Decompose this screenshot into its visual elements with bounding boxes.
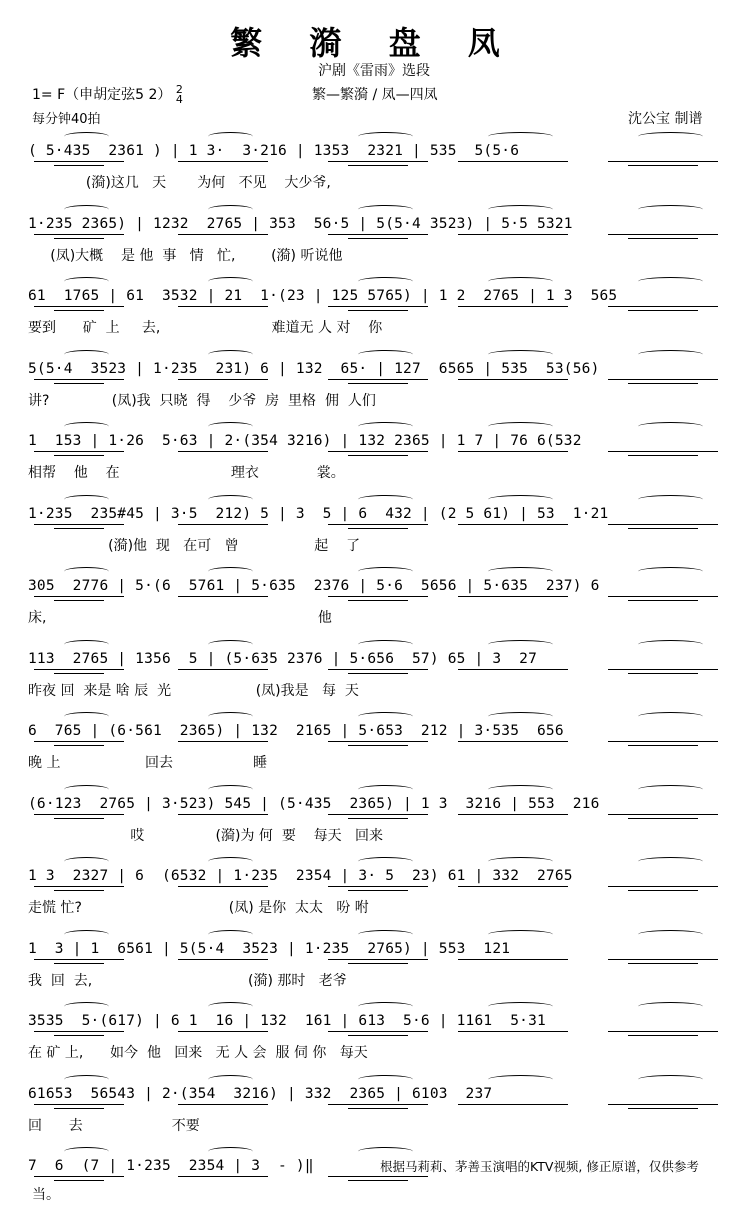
beam-line: [328, 959, 428, 960]
beam-line: [608, 379, 718, 380]
notation-line: 61653 56543 | 2·(354 3216) | 332 2365 | 6103 237: [28, 1085, 493, 1102]
slur-mark: [64, 205, 109, 214]
beam-line: [34, 669, 124, 670]
beam-line: [178, 1104, 268, 1105]
slur-mark: [488, 785, 553, 794]
beam-line: [328, 596, 428, 597]
beam-line: [628, 1035, 698, 1036]
beam-line: [178, 596, 268, 597]
slur-mark: [638, 350, 703, 359]
beam-line: [328, 669, 428, 670]
slur-mark: [638, 277, 703, 286]
beam-line: [628, 1108, 698, 1109]
beam-line: [628, 818, 698, 819]
beam-line: [608, 161, 718, 162]
slur-mark: [358, 1075, 413, 1084]
slur-mark: [64, 277, 109, 286]
score-system: [28, 573, 732, 633]
slur-mark: [358, 495, 413, 504]
beam-line: [348, 455, 408, 456]
role-legend: 繁—繁漪 / 凤—四凤: [312, 87, 438, 103]
slur-mark: [358, 712, 413, 721]
beam-line: [178, 379, 268, 380]
beam-line: [348, 1108, 408, 1109]
beam-line: [34, 1031, 124, 1032]
slur-mark: [358, 205, 413, 214]
slur-mark: [64, 495, 109, 504]
beam-line: [178, 451, 268, 452]
beam-line: [328, 234, 428, 235]
beam-line: [348, 963, 408, 964]
beam-line: [178, 959, 268, 960]
lyric-line: 相帮 他 在 理衣 裳。: [28, 465, 345, 481]
slur-mark: [208, 350, 253, 359]
slur-mark: [488, 930, 553, 939]
slur-mark: [488, 1075, 553, 1084]
beam-line: [608, 451, 718, 452]
beam-line: [348, 165, 408, 166]
beam-line: [458, 161, 568, 162]
time-sig-bottom: 4: [175, 93, 183, 106]
beam-line: [34, 379, 124, 380]
slur-mark: [64, 422, 109, 431]
score-system: [28, 863, 732, 923]
beam-line: [328, 1104, 428, 1105]
beam-line: [348, 745, 408, 746]
slur-mark: [358, 1147, 413, 1156]
slur-mark: [488, 495, 553, 504]
slur-mark: [638, 1075, 703, 1084]
page-subtitle: 沪剧《雷雨》选段: [318, 63, 430, 79]
slur-mark: [638, 640, 703, 649]
slur-mark: [208, 1075, 253, 1084]
slur-mark: [638, 495, 703, 504]
beam-line: [628, 165, 698, 166]
slur-mark: [358, 422, 413, 431]
beam-line: [608, 1104, 718, 1105]
lyric-line: 我 回 去, (漪) 那时 老爷: [28, 972, 347, 989]
slur-mark: [488, 132, 553, 141]
time-sig-top: 2: [175, 83, 183, 96]
beam-line: [178, 234, 268, 235]
slur-mark: [208, 205, 253, 214]
beam-line: [458, 814, 568, 815]
slur-mark: [488, 350, 553, 359]
beam-line: [458, 379, 568, 380]
beam-line: [458, 234, 568, 235]
score-system: [28, 718, 732, 778]
beam-line: [178, 1031, 268, 1032]
slur-mark: [208, 785, 253, 794]
slur-mark: [358, 132, 413, 141]
beam-line: [628, 745, 698, 746]
lyric-line: 晚 上 回去 睡: [28, 755, 268, 771]
slur-mark: [358, 567, 413, 576]
slur-mark: [64, 1075, 109, 1084]
slur-mark: [64, 132, 109, 141]
beam-line: [608, 959, 718, 960]
slur-mark: [64, 785, 109, 794]
notation-line: 6 765 | (6·561 2365) | 132 2165 | 5·653 212 | 3·535 656: [28, 723, 564, 739]
beam-line: [348, 1035, 408, 1036]
slur-mark: [64, 640, 109, 649]
slur-mark: [208, 1002, 253, 1011]
score-system: [28, 356, 732, 416]
beam-line: [628, 455, 698, 456]
beam-line: [328, 451, 428, 452]
key-text: 1= F（申胡定弦: [32, 87, 136, 103]
beam-line: [178, 669, 268, 670]
beam-line: [458, 741, 568, 742]
beam-line: [54, 818, 104, 819]
beam-line: [458, 959, 568, 960]
score-system: [28, 791, 732, 851]
beam-line: [328, 161, 428, 162]
beam-line: [178, 741, 268, 742]
notation-line: 305 2776 | 5·(6 5761 | 5·635 2376 | 5·6 5656 | 5·635 237) 6: [28, 578, 600, 594]
beam-line: [34, 234, 124, 235]
beam-line: [458, 1031, 568, 1032]
score-system: [28, 138, 732, 198]
slur-mark: [638, 1002, 703, 1011]
notation-line: 113 2765 | 1356 5 | (5·635 2376 | 5·656 57) 65 | 3 27: [28, 650, 537, 667]
lyric-line: 昨夜 回 来是 啥 辰 光 (凤)我是 每 天: [28, 682, 359, 699]
beam-line: [34, 161, 124, 162]
lyric-line: 床, 他: [28, 610, 332, 626]
slur-mark: [64, 567, 109, 576]
notation-line: 61 1765 | 61 3532 | 21 1·(23 | 125 5765) | 1 2 2765 | 1 3 565: [28, 288, 618, 304]
slur-mark: [488, 640, 553, 649]
beam-line: [608, 524, 718, 525]
beam-line: [34, 306, 124, 307]
page-title: 繁 漪 盘 凤: [230, 24, 518, 62]
notation-line: ( 5·435 2361 ) | 1 3· 3·216 | 1353 2321 | 535 5(5·6: [28, 143, 520, 159]
lyric-line: (漪)他 现 在可 曾 起 了: [28, 537, 361, 554]
score-system: [28, 428, 732, 488]
beam-line: [628, 673, 698, 674]
score-system: [28, 283, 732, 343]
slur-mark: [488, 277, 553, 286]
slur-mark: [638, 567, 703, 576]
beam-line: [54, 528, 104, 529]
lyric-line: 讲? (凤)我 只晓 得 少爷 房 里格 佣 人们: [28, 392, 376, 409]
beam-line: [178, 1176, 268, 1177]
beam-line: [628, 890, 698, 891]
beam-line: [54, 455, 104, 456]
beam-line: [328, 379, 428, 380]
notation-line: 3535 5·(617) | 6 1 16 | 132 161 | 613 5·6 | 1161 5·31: [28, 1013, 546, 1029]
beam-line: [34, 814, 124, 815]
beam-line: [34, 596, 124, 597]
beam-line: [348, 238, 408, 239]
beam-line: [458, 1104, 568, 1105]
beam-line: [34, 451, 124, 452]
lyric-line: 在 矿 上, 如今 他 回来 无 人 会 服 伺 你 每天: [28, 1045, 368, 1061]
beam-line: [608, 669, 718, 670]
slur-mark: [208, 132, 253, 141]
beam-line: [348, 383, 408, 384]
slur-mark: [358, 640, 413, 649]
beam-line: [54, 600, 104, 601]
beam-line: [328, 1031, 428, 1032]
beam-line: [628, 600, 698, 601]
slur-mark: [208, 567, 253, 576]
beam-line: [608, 814, 718, 815]
beam-line: [628, 238, 698, 239]
slur-mark: [638, 205, 703, 214]
beam-line: [328, 741, 428, 742]
beam-line: [628, 528, 698, 529]
beam-line: [348, 890, 408, 891]
beam-line: [348, 818, 408, 819]
beam-line: [328, 814, 428, 815]
beam-line: [458, 451, 568, 452]
slur-mark: [638, 712, 703, 721]
key-signature: [32, 84, 183, 105]
lyric-line: (凤)大概 是 他 事 情 忙, (漪) 听说他: [28, 247, 343, 264]
beam-line: [178, 524, 268, 525]
beam-line: [348, 310, 408, 311]
slur-mark: [488, 567, 553, 576]
beam-line: [178, 306, 268, 307]
slur-mark: [358, 1002, 413, 1011]
score-system: [28, 1081, 732, 1141]
beam-line: [328, 1176, 428, 1177]
notation-line: 1·235 235#45 | 3·5 212) 5 | 3 5 | 6 432 | (2 5 61) | 53 1·21: [28, 505, 609, 522]
lyric-line: (漪)这几 天 为何 不见 大少爷,: [28, 175, 331, 191]
beam-line: [458, 669, 568, 670]
lyric-line: 哎 (漪)为 何 要 每天 回来: [28, 827, 383, 844]
lyric-line: [28, 1187, 732, 1209]
beam-line: [54, 745, 104, 746]
slur-mark: [638, 930, 703, 939]
beam-line: [328, 306, 428, 307]
beam-line: [608, 1031, 718, 1032]
beam-line: [348, 673, 408, 674]
slur-mark: [488, 857, 553, 866]
beam-line: [54, 673, 104, 674]
notation-line: (6·123 2765 | 3·523) 545 | (5·435 2365) | 1 3 3216 | 553 216: [28, 795, 600, 812]
score-system: [28, 211, 732, 271]
slur-mark: [208, 422, 253, 431]
slur-mark: [208, 857, 253, 866]
slur-mark: [638, 785, 703, 794]
footnote: 根据马莉莉、茅善玉演唱的KTV视频, 修正原谱，仅供参考: [380, 1159, 699, 1174]
beam-line: [54, 963, 104, 964]
beam-line: [54, 1108, 104, 1109]
slur-mark: [488, 422, 553, 431]
beam-line: [348, 1180, 408, 1181]
beam-line: [458, 596, 568, 597]
slur-mark: [64, 930, 109, 939]
slur-mark: [208, 1147, 253, 1156]
slur-mark: [64, 712, 109, 721]
beam-line: [34, 741, 124, 742]
beam-line: [628, 963, 698, 964]
tempo-marking: 每分钟40拍: [32, 112, 101, 127]
time-signature: [176, 85, 183, 105]
final-lyric: 当。: [32, 1187, 60, 1203]
lyric-line: 走慌 忙? (凤) 是你 太太 吩 咐: [28, 900, 369, 916]
lyric-line: 回 去 不要: [28, 1117, 200, 1134]
notation-line: 1·235 2365) | 1232 2765 | 353 56·5 | 5(5·4 3523) | 5·5 5321: [28, 215, 573, 232]
slur-mark: [358, 277, 413, 286]
beam-line: [54, 1180, 104, 1181]
slur-mark: [488, 1002, 553, 1011]
beam-line: [54, 165, 104, 166]
slur-mark: [488, 712, 553, 721]
slur-mark: [64, 857, 109, 866]
beam-line: [608, 234, 718, 235]
beam-line: [608, 741, 718, 742]
slur-mark: [208, 640, 253, 649]
slur-mark: [64, 1002, 109, 1011]
beam-line: [34, 1104, 124, 1105]
beam-line: [628, 310, 698, 311]
beam-line: [458, 306, 568, 307]
beam-line: [458, 886, 568, 887]
beam-line: [178, 161, 268, 162]
slur-mark: [208, 712, 253, 721]
slur-mark: [358, 350, 413, 359]
slur-mark: [638, 132, 703, 141]
slur-mark: [358, 930, 413, 939]
beam-line: [328, 524, 428, 525]
beam-line: [54, 890, 104, 891]
slur-mark: [358, 857, 413, 866]
score-system: [28, 936, 732, 996]
slur-mark: [638, 857, 703, 866]
beam-line: [34, 959, 124, 960]
lyric-line: 要到 矿 上 去, 难道无 人 对 你: [28, 320, 383, 336]
beam-line: [178, 886, 268, 887]
beam-line: [54, 383, 104, 384]
beam-line: [34, 886, 124, 887]
notation-line: 1 3 | 1 6561 | 5(5·4 3523 | 1·235 2765) | 553 121: [28, 940, 511, 957]
notation-line: 1 3 2327 | 6 (6532 | 1·235 2354 | 3· 5 23) 61 | 332 2765: [28, 868, 573, 884]
beam-line: [608, 596, 718, 597]
beam-line: [328, 886, 428, 887]
slur-mark: [208, 930, 253, 939]
beam-line: [34, 524, 124, 525]
score-system: [28, 1008, 732, 1068]
beam-line: [178, 814, 268, 815]
slur-mark: [208, 277, 253, 286]
beam-line: [54, 310, 104, 311]
beam-line: [34, 1176, 124, 1177]
beam-line: [608, 886, 718, 887]
key-tuning: 5 2）: [135, 87, 172, 103]
beam-line: [54, 1035, 104, 1036]
notation-line: 1 153 | 1·26 5·63 | 2·(354 3216) | 132 2365 | 1 7 | 76 6(532: [28, 433, 582, 449]
beam-line: [458, 524, 568, 525]
slur-mark: [638, 422, 703, 431]
slur-mark: [488, 205, 553, 214]
slur-mark: [358, 785, 413, 794]
beam-line: [628, 383, 698, 384]
notation-line: 5(5·4 3523 | 1·235 231) 6 | 132 65· | 127 6565 | 535 53(56): [28, 360, 600, 377]
beam-line: [348, 528, 408, 529]
score-system: [28, 646, 732, 706]
beam-line: [348, 600, 408, 601]
author-credit: 沈公宝 制谱: [628, 111, 703, 127]
notation-line: 7 6 (7 | 1·235 2354 | 3 - )‖: [28, 1158, 314, 1174]
beam-line: [54, 238, 104, 239]
slur-mark: [64, 1147, 109, 1156]
score-system: [28, 501, 732, 561]
slur-mark: [64, 350, 109, 359]
beam-line: [608, 306, 718, 307]
slur-mark: [208, 495, 253, 504]
